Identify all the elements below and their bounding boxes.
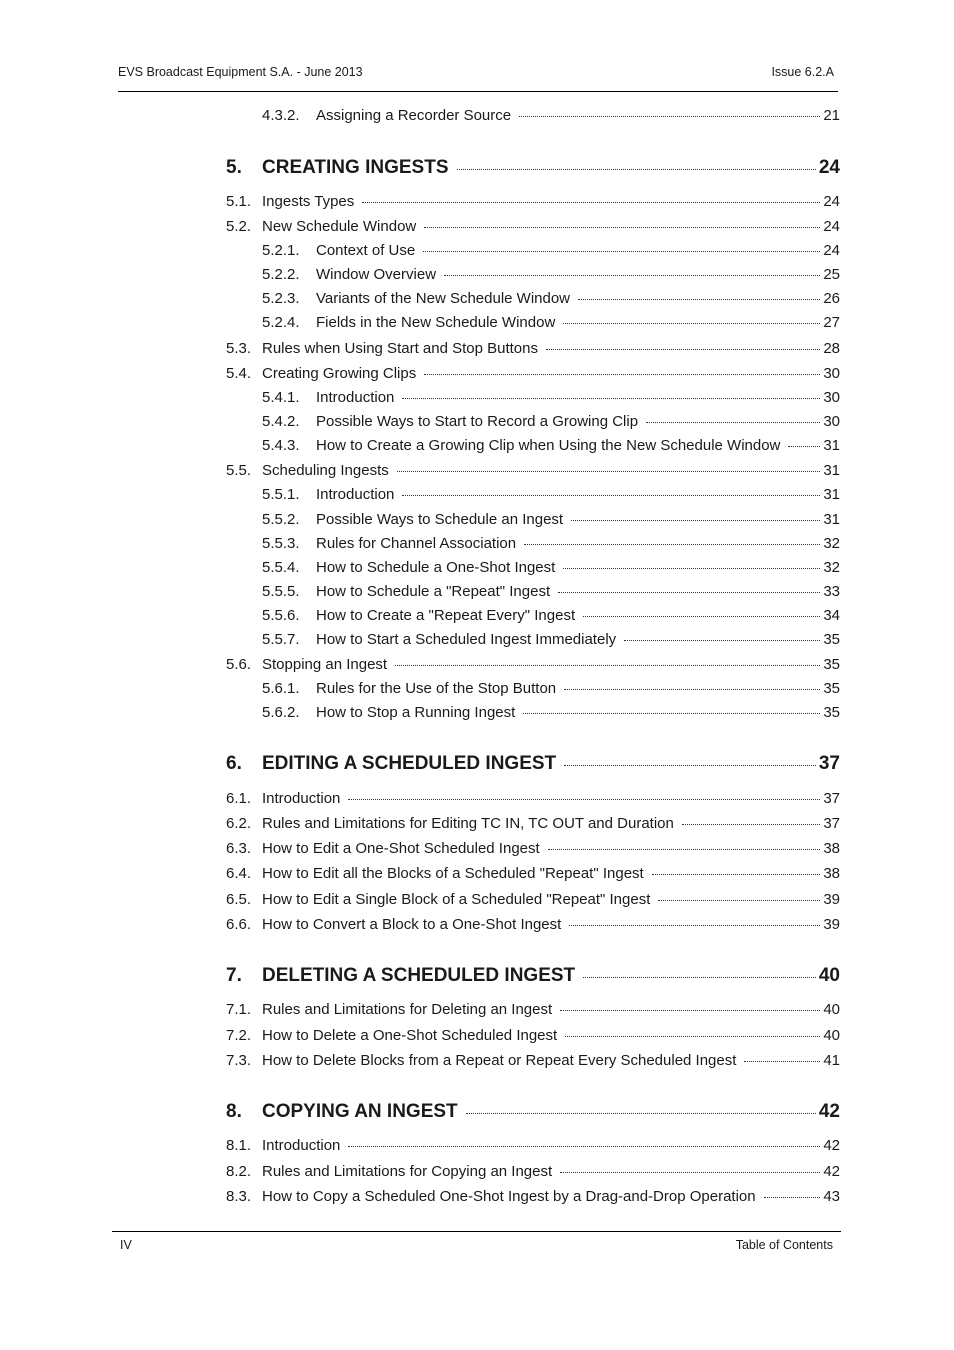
toc-entry-number: 5.6.2. [262, 704, 300, 721]
header-publisher: EVS Broadcast Equipment S.A. - June 2013 [118, 65, 363, 79]
toc-dot-leader [583, 616, 820, 617]
toc-entry-title: Rules for the Use of the Stop Button [316, 680, 557, 697]
toc-entry-number: 5. [226, 157, 242, 178]
toc-entry-page: 35 [823, 680, 840, 697]
toc-entry[interactable] [226, 389, 840, 406]
toc-dot-leader [764, 1197, 821, 1198]
toc-entry-number: 5.6. [226, 656, 252, 673]
toc-entry[interactable] [226, 290, 840, 307]
toc-entry-title: Ingests Types [262, 193, 355, 210]
toc-entry-number: 5.4.3. [262, 437, 300, 454]
toc-entry[interactable] [226, 314, 840, 331]
toc-entry-page: 31 [823, 486, 840, 503]
toc-entry-page: 31 [823, 511, 840, 528]
toc-entry-title: How to Delete a One-Shot Scheduled Ingest [262, 1027, 558, 1044]
footer-page-number: IV [120, 1238, 132, 1252]
toc-entry-number: 5.6.1. [262, 680, 300, 697]
toc-entry-number: 7. [226, 965, 242, 986]
toc-entry[interactable] [226, 790, 840, 807]
toc-entry-title: Stopping an Ingest [262, 656, 388, 673]
toc-entry-page: 30 [823, 365, 840, 382]
toc-entry-title: Rules for Channel Association [316, 535, 517, 552]
toc-dot-leader [646, 422, 820, 423]
toc-entry-page: 40 [818, 965, 840, 986]
toc-entry-title: How to Edit all the Blocks of a Scheduled "Repeat" Ingest [262, 865, 644, 882]
toc-entry-title: How to Start a Scheduled Ingest Immediately [316, 631, 617, 648]
toc-entry-page: 42 [823, 1137, 840, 1154]
toc-entry[interactable] [226, 865, 840, 882]
toc-entry[interactable] [226, 1052, 840, 1069]
toc-entry-title: Scheduling Ingests [262, 462, 389, 479]
page-header [118, 65, 838, 92]
toc-dot-leader [571, 520, 820, 521]
toc-entry-title: Rules when Using Start and Stop Buttons [262, 340, 538, 357]
toc-entry[interactable] [226, 559, 840, 576]
toc-entry-page: 40 [823, 1001, 840, 1018]
toc-entry-page: 26 [823, 290, 840, 307]
toc-entry-title: Introduction [262, 1137, 341, 1154]
toc-entry-page: 27 [823, 314, 840, 331]
toc-entry[interactable] [226, 218, 840, 235]
toc-dot-leader [397, 471, 821, 472]
toc-entry-page: 21 [823, 107, 840, 124]
toc-entry[interactable] [226, 583, 840, 600]
toc-dot-leader [744, 1061, 820, 1062]
toc-entry-number: 5.5.3. [262, 535, 300, 552]
toc-chapter-entry[interactable] [226, 1101, 840, 1123]
toc-entry-number: 8.2. [226, 1163, 252, 1180]
toc-dot-leader [402, 495, 820, 496]
toc-entry-title: How to Schedule a "Repeat" Ingest [316, 583, 551, 600]
toc-entry-number: 5.5. [226, 462, 252, 479]
toc-entry-number: 5.5.6. [262, 607, 300, 624]
toc-entry[interactable] [226, 242, 840, 259]
toc-entry-page: 37 [823, 790, 840, 807]
toc-entry-number: 8. [226, 1101, 242, 1122]
toc-dot-leader [558, 592, 820, 593]
toc-dot-leader [457, 169, 816, 170]
toc-entry-title: How to Delete Blocks from a Repeat or Repeat Every Scheduled Ingest [262, 1052, 737, 1069]
toc-entry-number: 5.4. [226, 365, 252, 382]
toc-entry-number: 8.1. [226, 1137, 252, 1154]
toc-entry-title: COPYING AN INGEST [262, 1101, 458, 1122]
toc-entry-page: 39 [823, 891, 840, 908]
toc-entry-number: 6.1. [226, 790, 252, 807]
toc-entry-number: 5.5.1. [262, 486, 300, 503]
toc-dot-leader [583, 977, 816, 978]
toc-entry-title: EDITING A SCHEDULED INGEST [262, 753, 557, 774]
toc-entry-number: 6.2. [226, 815, 252, 832]
toc-entry-number: 5.4.1. [262, 389, 300, 406]
toc-entry[interactable] [226, 815, 840, 832]
toc-entry-page: 43 [823, 1188, 840, 1205]
toc-entry[interactable] [226, 340, 840, 357]
toc-entry-title: CREATING INGESTS [262, 157, 449, 178]
toc-entry[interactable] [226, 656, 840, 673]
header-issue: Issue 6.2.A [771, 65, 834, 79]
toc-entry-page: 31 [823, 437, 840, 454]
toc-entry-page: 30 [823, 389, 840, 406]
toc-entry-number: 5.3. [226, 340, 252, 357]
toc-entry-title: How to Copy a Scheduled One-Shot Ingest by a Drag-and-Drop Operation [262, 1188, 756, 1205]
toc-entry-page: 41 [823, 1052, 840, 1069]
toc-entry-title: Rules and Limitations for Copying an Ingest [262, 1163, 553, 1180]
toc-entry-number: 7.2. [226, 1027, 252, 1044]
toc-entry-title: How to Create a Growing Clip when Using the New Schedule Window [316, 437, 781, 454]
toc-entry[interactable] [226, 607, 840, 624]
toc-entry-page: 37 [818, 753, 840, 774]
toc-entry-number: 5.5.2. [262, 511, 300, 528]
toc-entry[interactable] [226, 631, 840, 648]
toc-dot-leader [563, 323, 820, 324]
toc-entry-number: 5.2.3. [262, 290, 300, 307]
toc-dot-leader [466, 1113, 816, 1114]
toc-entry[interactable] [226, 1188, 840, 1205]
toc-entry[interactable] [226, 413, 840, 430]
toc-entry-title: How to Stop a Running Ingest [316, 704, 516, 721]
toc-entry-title: Assigning a Recorder Source [316, 107, 512, 124]
toc-entry[interactable] [226, 891, 840, 908]
toc-entry-page: 24 [823, 193, 840, 210]
toc-entry-page: 24 [823, 242, 840, 259]
toc-dot-leader [652, 874, 821, 875]
toc-entry-title: Fields in the New Schedule Window [316, 314, 556, 331]
toc-entry-title: How to Create a "Repeat Every" Ingest [316, 607, 576, 624]
toc-entry-number: 5.1. [226, 193, 252, 210]
toc-dot-leader [424, 374, 820, 375]
toc-entry[interactable] [226, 511, 840, 528]
toc-entry[interactable] [226, 107, 840, 124]
toc-dot-leader [564, 765, 816, 766]
toc-entry-page: 42 [823, 1163, 840, 1180]
toc-dot-leader [788, 446, 820, 447]
toc-entry-number: 6.6. [226, 916, 252, 933]
toc-entry-page: 38 [823, 840, 840, 857]
toc-entry-page: 38 [823, 865, 840, 882]
toc-entry-title: Window Overview [316, 266, 437, 283]
toc-dot-leader [546, 349, 820, 350]
toc-entry-number: 5.2.4. [262, 314, 300, 331]
toc-entry[interactable] [226, 1027, 840, 1044]
toc-entry-page: 28 [823, 340, 840, 357]
toc-dot-leader [560, 1010, 820, 1011]
toc-entry-page: 24 [823, 218, 840, 235]
toc-entry-title: How to Edit a Single Block of a Scheduled "Repeat" Ingest [262, 891, 651, 908]
toc-dot-leader [565, 1036, 820, 1037]
toc-dot-leader [564, 689, 820, 690]
toc-dot-leader [519, 116, 820, 117]
toc-entry-number: 6.4. [226, 865, 252, 882]
toc-entry-page: 42 [818, 1101, 840, 1122]
footer-section-title: Table of Contents [735, 1238, 833, 1252]
toc-entry-number: 5.5.5. [262, 583, 300, 600]
toc-entry[interactable] [226, 1137, 840, 1154]
toc-dot-leader [524, 544, 820, 545]
toc-entry-number: 6.5. [226, 891, 252, 908]
toc-entry-page: 32 [823, 535, 840, 552]
toc-entry-title: DELETING A SCHEDULED INGEST [262, 965, 576, 986]
toc-entry[interactable] [226, 916, 840, 933]
toc-dot-leader [523, 713, 820, 714]
toc-entry[interactable] [226, 486, 840, 503]
toc-dot-leader [402, 398, 820, 399]
toc-dot-leader [348, 1146, 820, 1147]
toc-entry-number: 6.3. [226, 840, 252, 857]
toc-entry-title: How to Edit a One-Shot Scheduled Ingest [262, 840, 540, 857]
toc-entry-title: How to Schedule a One-Shot Ingest [316, 559, 556, 576]
toc-entry-page: 35 [823, 631, 840, 648]
toc-entry-title: Possible Ways to Schedule an Ingest [316, 511, 564, 528]
toc-entry[interactable] [226, 266, 840, 283]
toc-entry[interactable] [226, 1163, 840, 1180]
toc-chapter-entry[interactable] [226, 965, 840, 987]
toc-entry[interactable] [226, 437, 840, 454]
toc-entry-title: Introduction [262, 790, 341, 807]
toc-entry-title: How to Convert a Block to a One-Shot Ingest [262, 916, 562, 933]
toc-dot-leader [682, 824, 820, 825]
toc-entry[interactable] [226, 1001, 840, 1018]
toc-entry-title: Rules and Limitations for Deleting an Ingest [262, 1001, 553, 1018]
toc-entry-number: 5.5.4. [262, 559, 300, 576]
toc-chapter-entry[interactable] [226, 753, 840, 775]
toc-entry-number: 5.2. [226, 218, 252, 235]
toc-entry-number: 5.2.1. [262, 242, 300, 259]
toc-entry-title: Introduction [316, 486, 395, 503]
toc-dot-leader [348, 799, 820, 800]
toc-entry-number: 5.5.7. [262, 631, 300, 648]
toc-chapter-entry[interactable] [226, 157, 840, 179]
toc-dot-leader [624, 640, 820, 641]
toc-dot-leader [548, 849, 821, 850]
toc-entry-title: New Schedule Window [262, 218, 417, 235]
toc-dot-leader [362, 202, 820, 203]
toc-entry-title: Context of Use [316, 242, 416, 259]
toc-entry[interactable] [226, 704, 840, 721]
page-footer [112, 1231, 841, 1252]
toc-entry-page: 33 [823, 583, 840, 600]
toc-entry-page: 24 [818, 157, 840, 178]
toc-dot-leader [658, 900, 820, 901]
toc-dot-leader [563, 568, 820, 569]
toc-entry[interactable] [226, 840, 840, 857]
toc-dot-leader [560, 1172, 820, 1173]
toc-entry[interactable] [226, 462, 840, 479]
toc-entry[interactable] [226, 193, 840, 210]
toc-entry-page: 30 [823, 413, 840, 430]
toc-entry-page: 31 [823, 462, 840, 479]
toc-entry-page: 39 [823, 916, 840, 933]
toc-entry-title: Rules and Limitations for Editing TC IN, TC OUT and Duration [262, 815, 674, 832]
toc-dot-leader [423, 251, 820, 252]
toc-dot-leader [444, 275, 820, 276]
toc-entry-page: 35 [823, 704, 840, 721]
toc-entry-number: 8.3. [226, 1188, 252, 1205]
toc-entry-page: 32 [823, 559, 840, 576]
toc-entry-number: 5.4.2. [262, 413, 300, 430]
toc-entry-page: 37 [823, 815, 840, 832]
toc-entry-number: 5.2.2. [262, 266, 300, 283]
toc-entry-page: 40 [823, 1027, 840, 1044]
toc-entry[interactable] [226, 680, 840, 697]
toc-entry-title: Creating Growing Clips [262, 365, 417, 382]
toc-entry-title: Possible Ways to Start to Record a Growing Clip [316, 413, 639, 430]
toc-entry-page: 34 [823, 607, 840, 624]
toc-entry-number: 7.1. [226, 1001, 252, 1018]
toc-entry[interactable] [226, 535, 840, 552]
toc-entry[interactable] [226, 365, 840, 382]
toc-entry-page: 35 [823, 656, 840, 673]
toc-entry-title: Variants of the New Schedule Window [316, 290, 571, 307]
toc-dot-leader [569, 925, 820, 926]
toc-entry-title: Introduction [316, 389, 395, 406]
toc-entry-number: 6. [226, 753, 242, 774]
toc-entry-number: 4.3.2. [262, 107, 300, 124]
toc-dot-leader [578, 299, 820, 300]
toc-dot-leader [395, 665, 820, 666]
toc-entry-page: 25 [823, 266, 840, 283]
toc-entry-number: 7.3. [226, 1052, 252, 1069]
toc-dot-leader [424, 227, 820, 228]
